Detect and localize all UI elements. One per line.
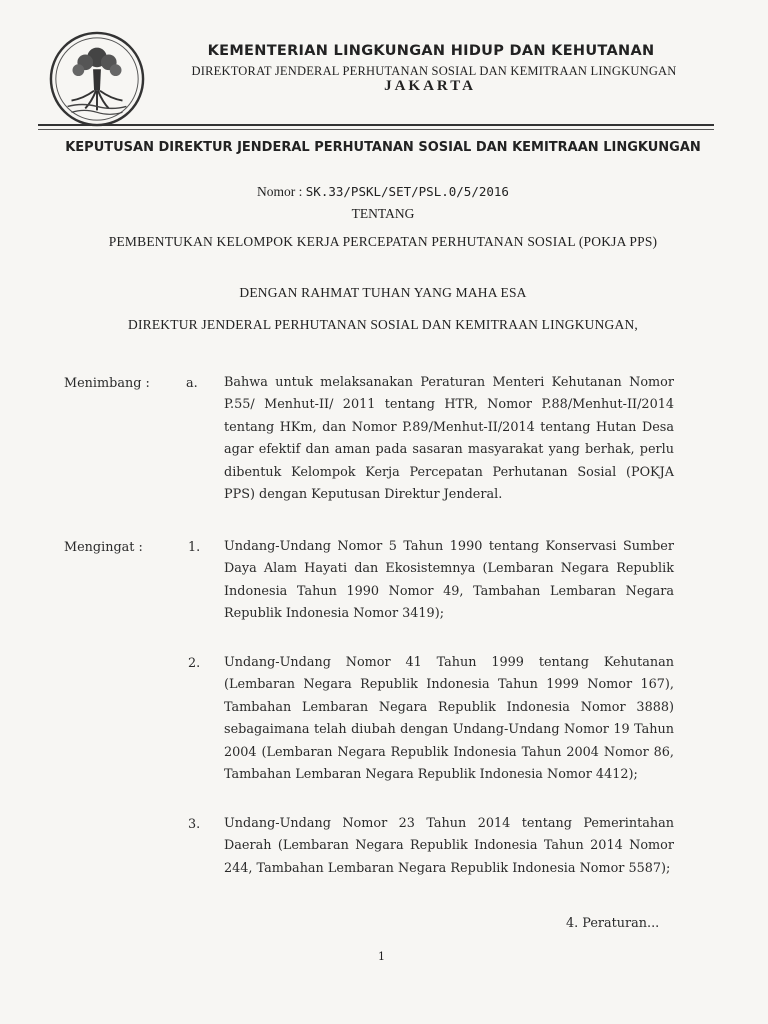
recalling-item-text: Undang-Undang Nomor 5 Tahun 1990 tentang Konservasi Sumber Daya Alam Hayati dan Ekosistemnya (Lembaran Negara Republik Indonesia Tahun 1990 Nomor 49, Tambahan Lembaran Negara Republik Indonesia Nomor 3419); [224, 539, 674, 622]
recalling-marker: 3. [188, 817, 201, 832]
decree-about: TENTANG [351, 206, 415, 221]
recalling-item-text: Undang-Undang Nomor 41 Tahun 1999 tentang Kehutanan (Lembaran Negara Republik Indonesia Tahun 1999 Nomor 167), Tambahan Lembaran Negara Republik Indonesia Nomor 3888) sebagaimana telah diubah dengan Undang-Undang Nomor 19 Tahun 2004 (Lembaran Negara Republik Indonesia Tahun 2004 Nomor 86, Tambahan Lembaran Negara Republik Indonesia Nomor 4412); [224, 655, 674, 783]
recalling-item-text: Undang-Undang Nomor 23 Tahun 2014 tentang Pemerintahan Daerah (Lembaran Negara Republik Indonesia Tahun 2014 Nomor 244, Tambahan Lembaran Negara Republik Indonesia Nomor 5587); [224, 816, 674, 876]
considering-marker: a. [186, 376, 198, 391]
letterhead-divider-thick [38, 124, 714, 126]
considering-label: Menimbang : [64, 376, 150, 391]
decree-number-label: Nomor : [257, 184, 303, 199]
decree-number-value: SK.33/PSKL/SET/PSL.0/5/2016 [305, 184, 509, 199]
decree-number [60, 184, 706, 200]
recalling-marker: 1. [188, 540, 201, 555]
considering-text: Bahwa untuk melaksanakan Peraturan Menteri Kehutanan Nomor P.55/ Menhut-II/ 2011 tentang HTR, Nomor P.88/Menhut-II/2014 tentang HKm, dan Nomor P.89/Menhut-II/2014 tentang Hutan Desa agar efektif dan aman pada sasaran masyarakat yang berhak, perlu dibentuk Kelompok Kerja Percepatan Perhutanan Sosial (POKJA PPS) dengan Keputusan Direktur Jenderal. [224, 375, 674, 503]
decree-title: KEPUTUSAN DIREKTUR JENDERAL PERHUTANAN SOSIAL DAN KEMITRAAN LINGKUNGAN [65, 140, 701, 155]
ministry-logo [48, 30, 146, 128]
decree-grace: DENGAN RAHMAT TUHAN YANG MAHA ESA [239, 285, 527, 300]
letterhead-directorate: DIREKTORAT JENDERAL PERHUTANAN SOSIAL DAN KEMITRAAN LINGKUNGAN [191, 64, 677, 78]
decree-subject: PEMBENTUKAN KELOMPOK KERJA PERCEPATAN PERHUTANAN SOSIAL (POKJA PPS) [108, 234, 658, 249]
letterhead-city: JAKARTA [384, 78, 476, 94]
catchword: 4. Peraturan... [566, 916, 660, 931]
page-number: 1 [378, 950, 385, 963]
decree-issuer: DIREKTUR JENDERAL PERHUTANAN SOSIAL DAN KEMITRAAN LINGKUNGAN, [128, 317, 638, 332]
recalling-marker: 2. [188, 656, 201, 671]
recalling-label: Mengingat : [64, 540, 143, 555]
letterhead-divider-thin [38, 129, 714, 130]
letterhead-ministry: KEMENTERIAN LINGKUNGAN HIDUP DAN KEHUTANAN [207, 43, 655, 59]
